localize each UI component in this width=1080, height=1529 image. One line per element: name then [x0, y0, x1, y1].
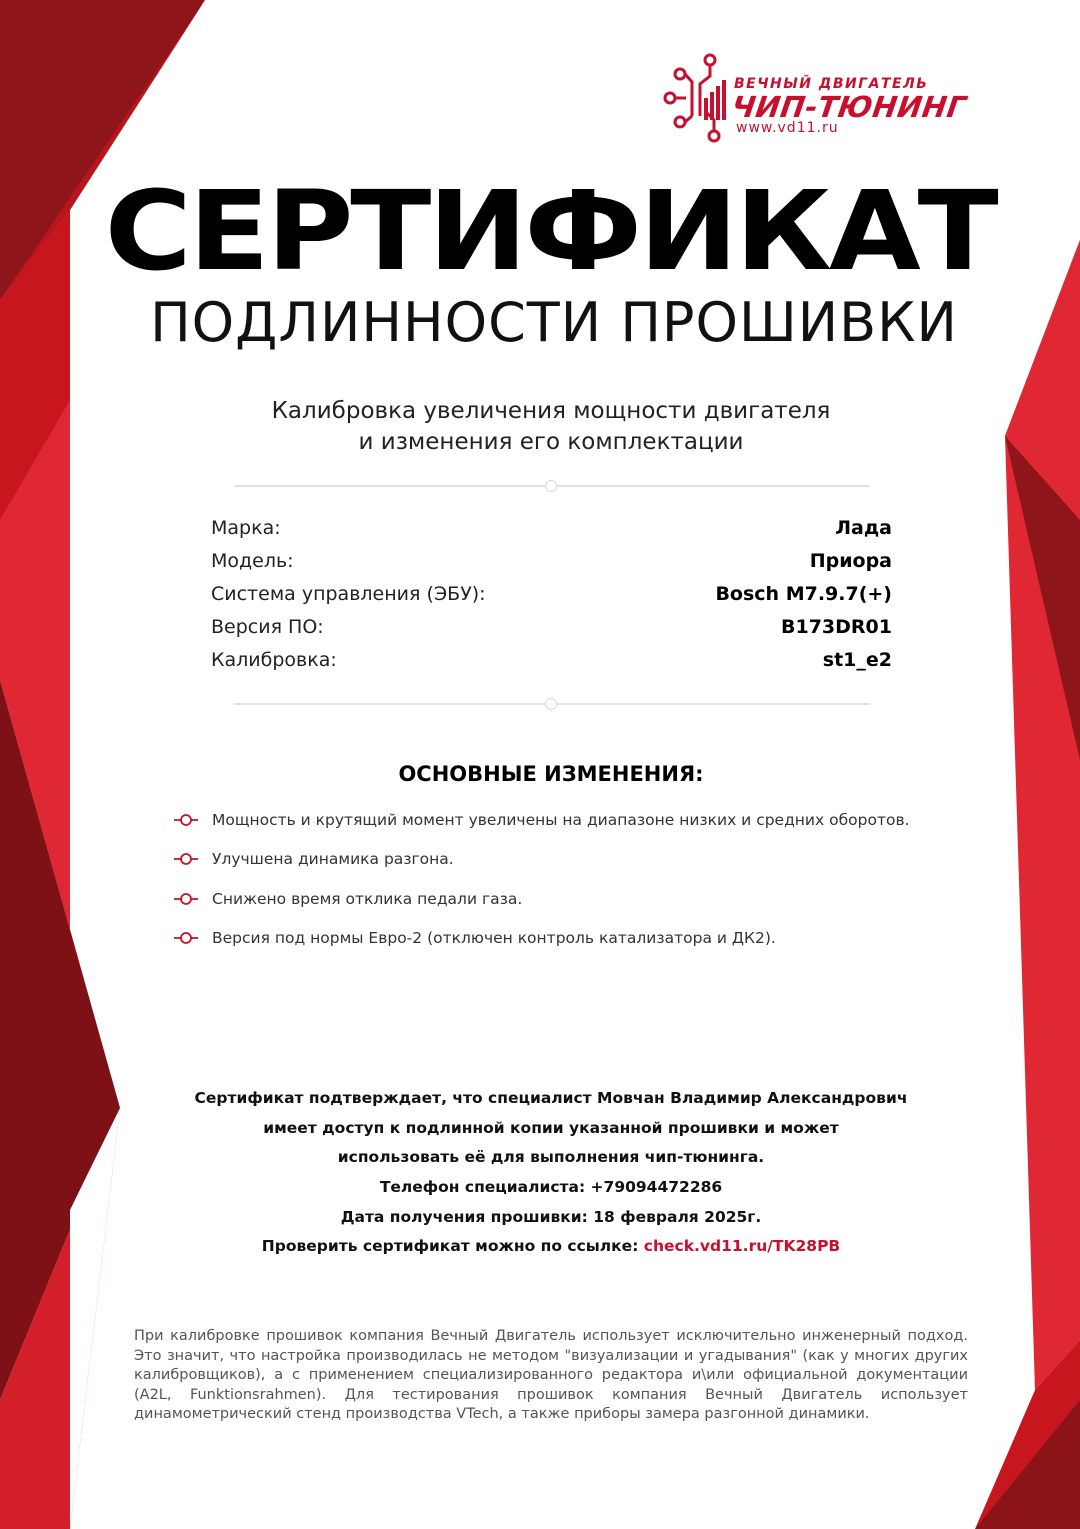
- info-label: Модель:: [211, 550, 294, 572]
- firmware-date: Дата получения прошивки: 18 февраля 2025г.: [340, 1207, 762, 1226]
- confirmation-block: [0, 1084, 1080, 1262]
- info-label: Калибровка:: [211, 649, 337, 671]
- logo-url[interactable]: www.vd11.ru: [736, 120, 839, 136]
- vehicle-info-table: [211, 512, 892, 677]
- info-value: st1_e2: [822, 649, 892, 671]
- divider-top: [234, 479, 870, 493]
- info-value: Приора: [809, 550, 892, 572]
- info-label: Версия ПО:: [211, 616, 324, 638]
- list-item: [174, 926, 974, 965]
- change-text: Снижено время отклика педали газа.: [212, 889, 523, 908]
- info-value: Bosch M7.9.7(+): [715, 583, 892, 605]
- divider-dot: [545, 698, 557, 710]
- bullet-icon: [174, 851, 198, 867]
- info-row-calibration: [211, 644, 892, 677]
- description-line-2: и изменения его комплектации: [358, 429, 744, 455]
- specialist-phone: Телефон специалиста: +79094472286: [379, 1178, 723, 1197]
- changes-list: [174, 808, 974, 965]
- confirmation-line-1: Сертификат подтверждает, что специалист Мовчан Владимир Александрович: [194, 1089, 908, 1107]
- list-item: [174, 887, 974, 926]
- bullet-icon: [174, 812, 198, 828]
- info-row-software-version: [211, 611, 892, 644]
- confirmation-line-2: имеет доступ к подлинной копии указанной прошивки и может: [263, 1118, 839, 1137]
- changes-heading: ОСНОВНЫЕ ИЗМЕНЕНИЯ:: [398, 762, 704, 786]
- info-value: Лада: [835, 517, 892, 539]
- footer-note: При калибровке прошивок компания Вечный Двигатель использует исключительно инженерный подход. Это значит, что настройка производилась не методом "визуализации и угадывания" (как у многих других калибровщиков), а с применением специализированного редактора и\или официальной документации (A2L, Funktionsrahmen). Для тестирования прошивок компания Вечный Двигатель использует динамометрический стенд производства VTech, а также приборы замера разгонной динамики.: [134, 1328, 968, 1423]
- info-row-model: [211, 545, 892, 578]
- logo-brand-line: ВЕЧНЫЙ ДВИГАТЕЛЬ: [734, 76, 929, 92]
- verify-link[interactable]: check.vd11.ru/TK28PB: [643, 1237, 841, 1256]
- certificate-subtitle: ПОДЛИННОСТИ ПРОШИВКИ: [150, 291, 958, 354]
- certificate-description: [0, 396, 1080, 458]
- divider-dot: [545, 480, 557, 492]
- info-value: B173DR01: [781, 616, 892, 638]
- info-row-brand: [211, 512, 892, 545]
- change-text: Улучшена динамика разгона.: [212, 850, 454, 869]
- info-row-ecu: [211, 578, 892, 611]
- divider-bottom: [234, 697, 870, 711]
- verify-prefix: Проверить сертификат можно по ссылке:: [261, 1237, 644, 1256]
- list-item: [174, 808, 974, 847]
- change-text: Мощность и крутящий момент увеличены на диапазоне низких и средних оборотов.: [212, 811, 910, 829]
- verify-line: [0, 1232, 1080, 1262]
- company-logo: [662, 52, 992, 146]
- circuit-chip-icon: [662, 52, 732, 144]
- confirmation-line-3: использовать её для выполнения чип-тюнинга.: [337, 1148, 765, 1167]
- bullet-icon: [174, 891, 198, 907]
- list-item: [174, 847, 974, 886]
- info-label: Система управления (ЭБУ):: [211, 583, 486, 605]
- bullet-icon: [174, 930, 198, 946]
- description-line-1: Калибровка увеличения мощности двигателя: [271, 398, 831, 424]
- certificate-title: СЕРТИФИКАТ: [104, 167, 996, 295]
- change-text: Версия под нормы Евро-2 (отключен контроль катализатора и ДК2).: [212, 928, 776, 947]
- logo-service-line: ЧИП-ТЮНИНГ: [729, 90, 969, 124]
- info-label: Марка:: [211, 517, 281, 539]
